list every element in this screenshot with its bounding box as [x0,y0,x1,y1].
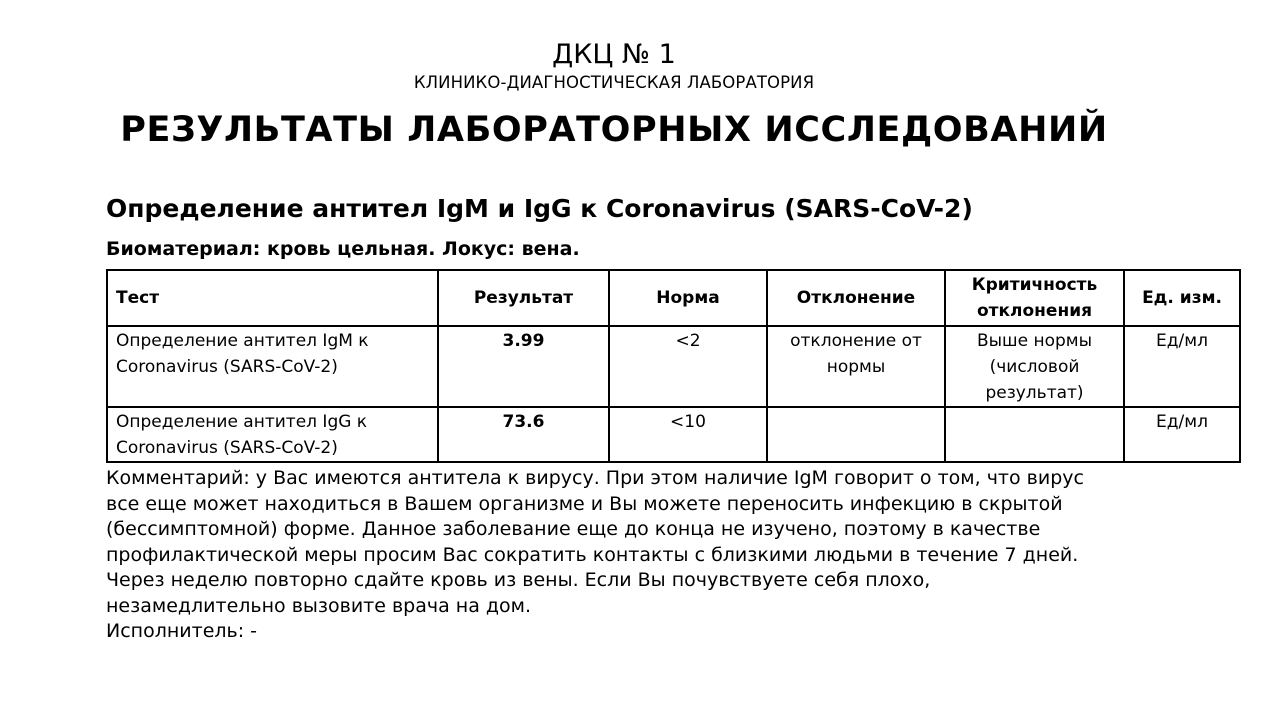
cell-criticality [945,407,1124,462]
cell-unit: Ед/мл [1124,407,1240,462]
cell-deviation [767,407,945,462]
comment-line: профилактической меры просим Вас сократить контакты с близкими людьми в течение 7 дней. [106,543,1079,566]
cell-result-value: 3.99 [438,326,609,407]
study-title: Определение антител IgM и IgG к Coronavirus (SARS-CoV-2) [106,194,973,223]
results-table [106,269,1241,463]
cell-result-value: 73.6 [438,407,609,462]
column-header-deviation: Отклонение [767,270,945,326]
laboratory-name: КЛИНИКО-ДИАГНОСТИЧЕСКАЯ ЛАБОРАТОРИЯ [413,73,815,92]
cell-test-name: Определение антител IgM к Coronavirus (SARS-CoV-2) [107,326,438,407]
biomaterial-info: Биоматериал: кровь цельная. Локус: вена. [106,238,580,260]
cell-criticality: Выше нормы (числовой результат) [945,326,1124,407]
organization-name: ДКЦ № 1 [552,39,676,70]
table-row [107,407,1240,462]
table-header-row [107,270,1240,326]
cell-norm: <2 [609,326,767,407]
cell-unit: Ед/мл [1124,326,1240,407]
comment-line: Комментарий: у Вас имеются антитела к вирусу. При этом наличие IgM говорит о том, что вирус [106,467,1084,489]
performer-line: Исполнитель: - [106,620,258,642]
cell-norm: <10 [609,407,767,462]
comment-line: незамедлительно вызовите врача на дом. [106,594,532,617]
column-header-norm: Норма [609,270,767,326]
comment-line: (бессимптомной) форме. Данное заболевание еще до конца не изучено, поэтому в качестве [106,518,1041,540]
page-title: РЕЗУЛЬТАТЫ ЛАБОРАТОРНЫХ ИССЛЕДОВАНИЙ [120,110,1108,150]
table-row [107,326,1240,407]
column-header-criticality: Критичность отклонения [945,270,1124,326]
comment-line: все еще может находиться в Вашем организме и Вы можете переносить инфекцию в скрытой [106,492,1063,515]
column-header-test: Тест [107,270,438,326]
comment-block [106,466,1146,645]
column-header-unit: Ед. изм. [1124,270,1240,326]
cell-deviation: отклонение от нормы [767,326,945,407]
comment-line: Через неделю повторно сдайте кровь из вены. Если Вы почувствуете себя плохо, [106,569,931,591]
column-header-result: Результат [438,270,609,326]
cell-test-name: Определение антител IgG к Coronavirus (SARS-CoV-2) [107,407,438,462]
